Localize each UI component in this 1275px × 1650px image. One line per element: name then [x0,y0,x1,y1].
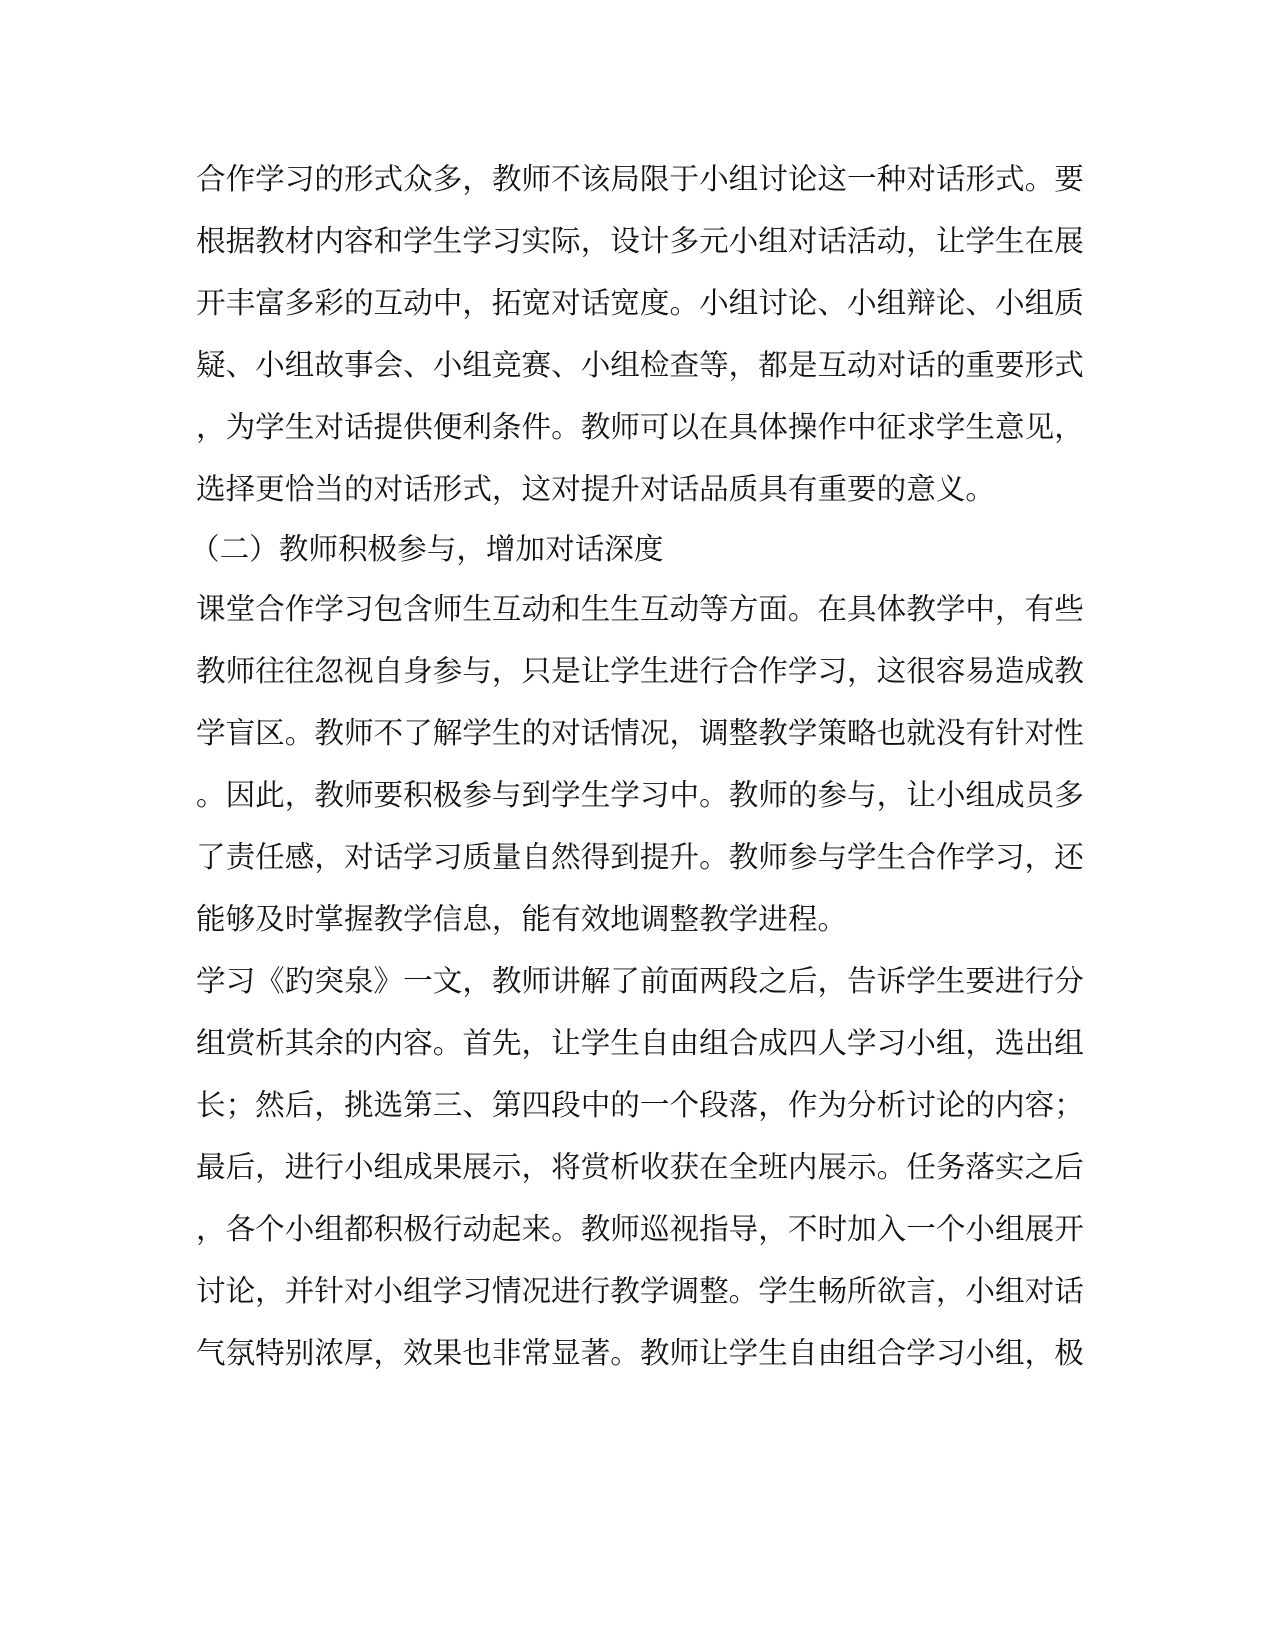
text-line: 开丰富多彩的互动中，拓宽对话宽度。小组讨论、小组辩论、小组质 [196,286,1084,320]
text-line: 疑、小组故事会、小组竞赛、小组检查等，都是互动对话的重要形式 [196,348,1084,382]
text-line: 。因此，教师要积极参与到学生学习中。教师的参与，让小组成员多 [196,778,1084,812]
section-heading: （二）教师积极参与，增加对话深度 [190,532,664,566]
text-line: 选择更恰当的对话形式，这对提升对话品质具有重要的意义。 [196,472,996,506]
text-line: ，各个小组都积极行动起来。教师巡视指导，不时加入一个小组展开 [196,1212,1084,1246]
text-line: 能够及时掌握教学信息，能有效地调整教学进程。 [196,902,848,936]
text-line: 学习《趵突泉》一文，教师讲解了前面两段之后，告诉学生要进行分 [196,964,1084,998]
text-line: 长；然后，挑选第三、第四段中的一个段落，作为分析讨论的内容； [196,1088,1084,1122]
text-line: ，为学生对话提供便利条件。教师可以在具体操作中征求学生意见， [196,410,1084,444]
text-line: 课堂合作学习包含师生互动和生生互动等方面。在具体教学中，有些 [196,592,1084,626]
text-line: 学盲区。教师不了解学生的对话情况，调整教学策略也就没有针对性 [196,716,1084,750]
text-line: 根据教材内容和学生学习实际，设计多元小组对话活动，让学生在展 [196,224,1084,258]
text-line: 组赏析其余的内容。首先，让学生自由组合成四人学习小组，选出组 [196,1026,1084,1060]
text-line: 教师往往忽视自身参与，只是让学生进行合作学习，这很容易造成教 [196,654,1084,688]
text-line: 最后，进行小组成果展示，将赏析收获在全班内展示。任务落实之后 [196,1150,1084,1184]
text-line: 合作学习的形式众多，教师不该局限于小组讨论这一种对话形式。要 [196,162,1084,196]
text-line: 了责任感，对话学习质量自然得到提升。教师参与学生合作学习，还 [196,840,1084,874]
text-line: 讨论，并针对小组学习情况进行教学调整。学生畅所欲言，小组对话 [196,1274,1084,1308]
text-line: 气氛特别浓厚，效果也非常显著。教师让学生自由组合学习小组，极 [196,1336,1084,1370]
